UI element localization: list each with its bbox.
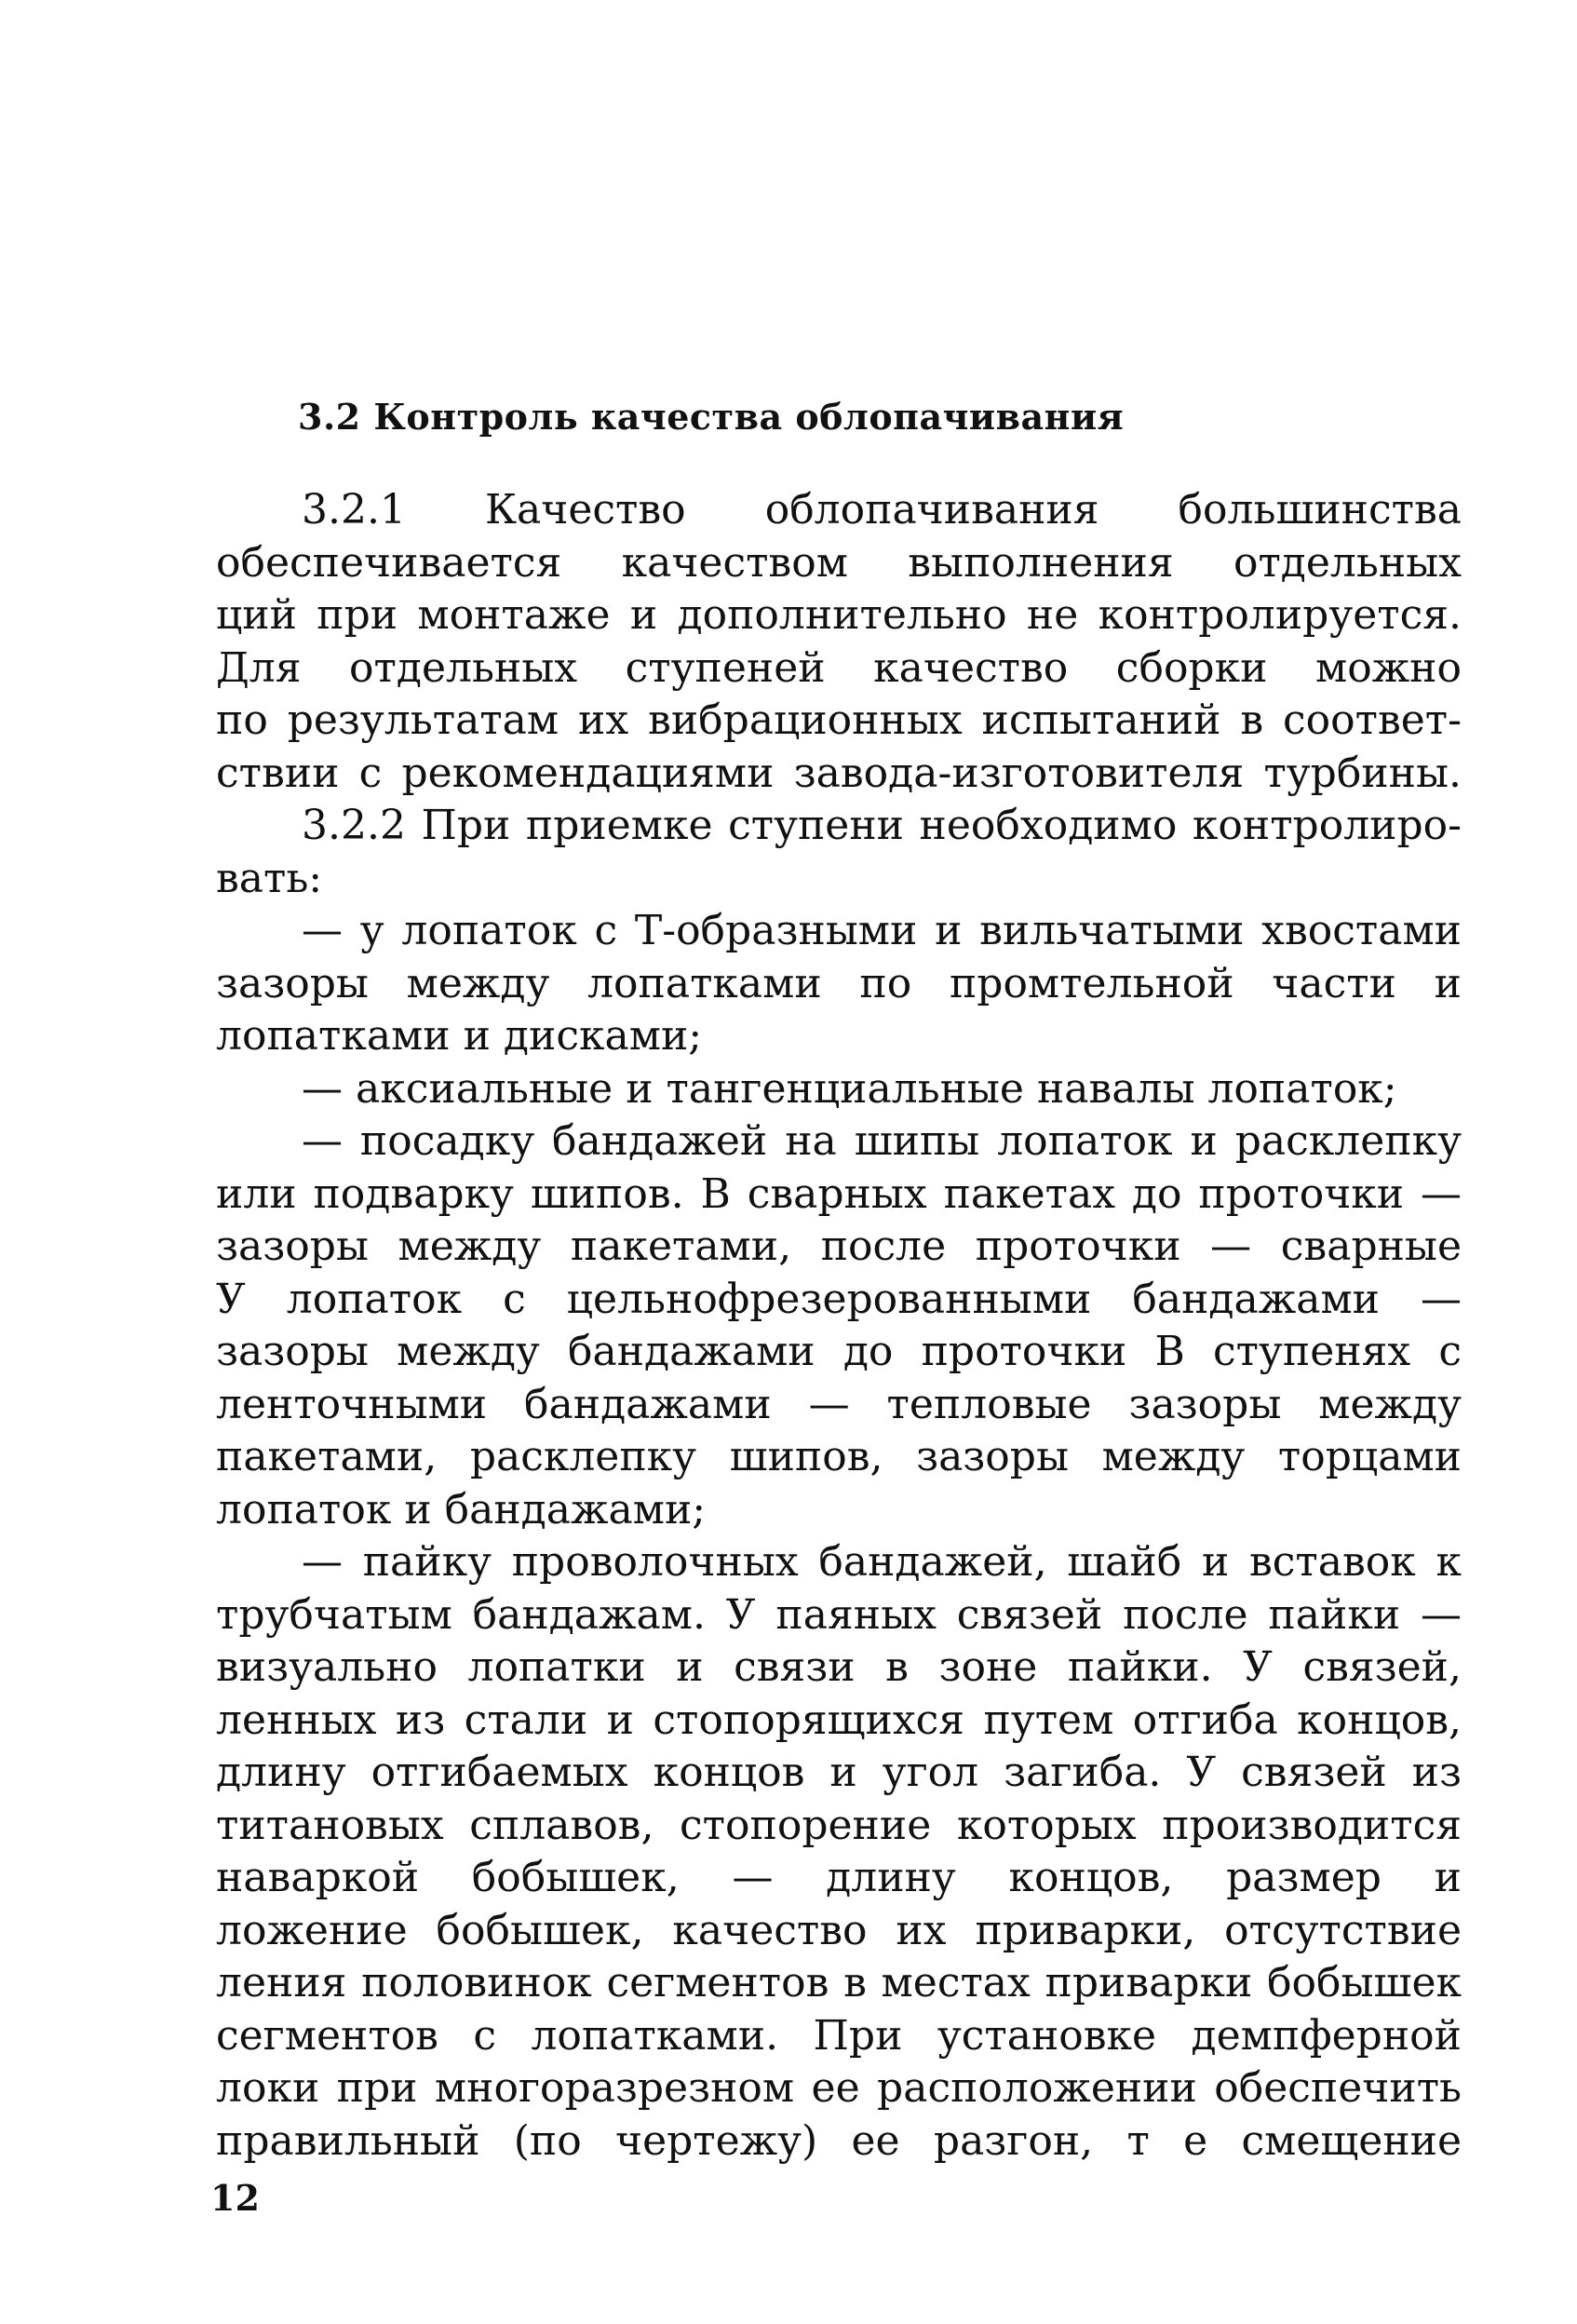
text-line: ложение бобышек, качество их приварки, отсутствие: [216, 1906, 1462, 1954]
text-line: зазоры между бандажами до проточки В ступенях с: [216, 1328, 1462, 1375]
text-line: — у лопаток с Т-образными и вильчатыми хвостами: [302, 907, 1462, 954]
text-line: — аксиальные и тангенциальные навалы лопаток;: [302, 1064, 1397, 1113]
text-line: 3.2.1 Качество облопачивания большинства: [302, 486, 1462, 534]
text-line: — посадку бандажей на шипы лопаток и расклепку: [302, 1117, 1462, 1165]
text-line: визуально лопатки и связи в зоне пайки. У связей,: [216, 1643, 1462, 1691]
text-line: Для отдельных ступеней качество сборки можно: [216, 643, 1462, 692]
text-line: локи при многоразрезном ее расположении обеспечить: [216, 2064, 1462, 2112]
text-line: наваркой бобышек, — длину концов, размер и: [216, 1854, 1462, 1901]
text-line: ленных из стали и стопорящихся путем отгиба концов,: [216, 1696, 1462, 1744]
text-line: обеспечивается качеством выполнения отдельных: [216, 538, 1462, 587]
text-line: пакетами, расклепку шипов, зазоры между торцами: [216, 1433, 1462, 1480]
text-line: по результатам их вибрационных испытаний в соответ-: [216, 696, 1462, 744]
text-line: сегментов с лопатками. При установке демпферной: [216, 2011, 1462, 2060]
text-line: ления половинок сегментов в местах приварки бобышек: [216, 1959, 1462, 2006]
text-line: — пайку проволочных бандажей, шайб и вставок к: [302, 1538, 1462, 1586]
text-line: правильный (по чертежу) ее разгон, т е смещение: [216, 2116, 1462, 2165]
text-line: трубчатым бандажам. У паяных связей после пайки —: [216, 1590, 1462, 1639]
text-line: длину отгибаемых концов и угол загиба. У связей из: [216, 1749, 1462, 1796]
text-line: ций при монтаже и дополнительно не контролируется.: [216, 591, 1462, 639]
text-line: титановых сплавов, стопорение которых производится: [216, 1801, 1462, 1849]
text-line: У лопаток с цельнофрезерованными бандажами —: [216, 1275, 1462, 1323]
text-line: или подварку шипов. В сварных пакетах до проточки —: [216, 1169, 1462, 1218]
text-line: вать:: [216, 854, 323, 902]
text-line: лопатками и дисками;: [216, 1012, 703, 1060]
section-heading: 3.2 Контроль качества облопачивания: [298, 396, 1125, 438]
text-line: 3.2.2 При приемке ступени необходимо контролиро-: [302, 802, 1462, 849]
text-line: зазоры между лопатками по промтельной части и: [216, 959, 1462, 1007]
text-line: лопаток и бандажами;: [216, 1485, 707, 1534]
body-text: [216, 484, 1462, 2168]
text-line: ленточными бандажами — тепловые зазоры между: [216, 1380, 1462, 1428]
text-line: ствии с рекомендациями завода-изготовителя турбины.: [216, 749, 1462, 797]
text-line: зазоры между пакетами, после проточки — сварные: [216, 1223, 1462, 1270]
page-number: 12: [210, 2177, 260, 2219]
